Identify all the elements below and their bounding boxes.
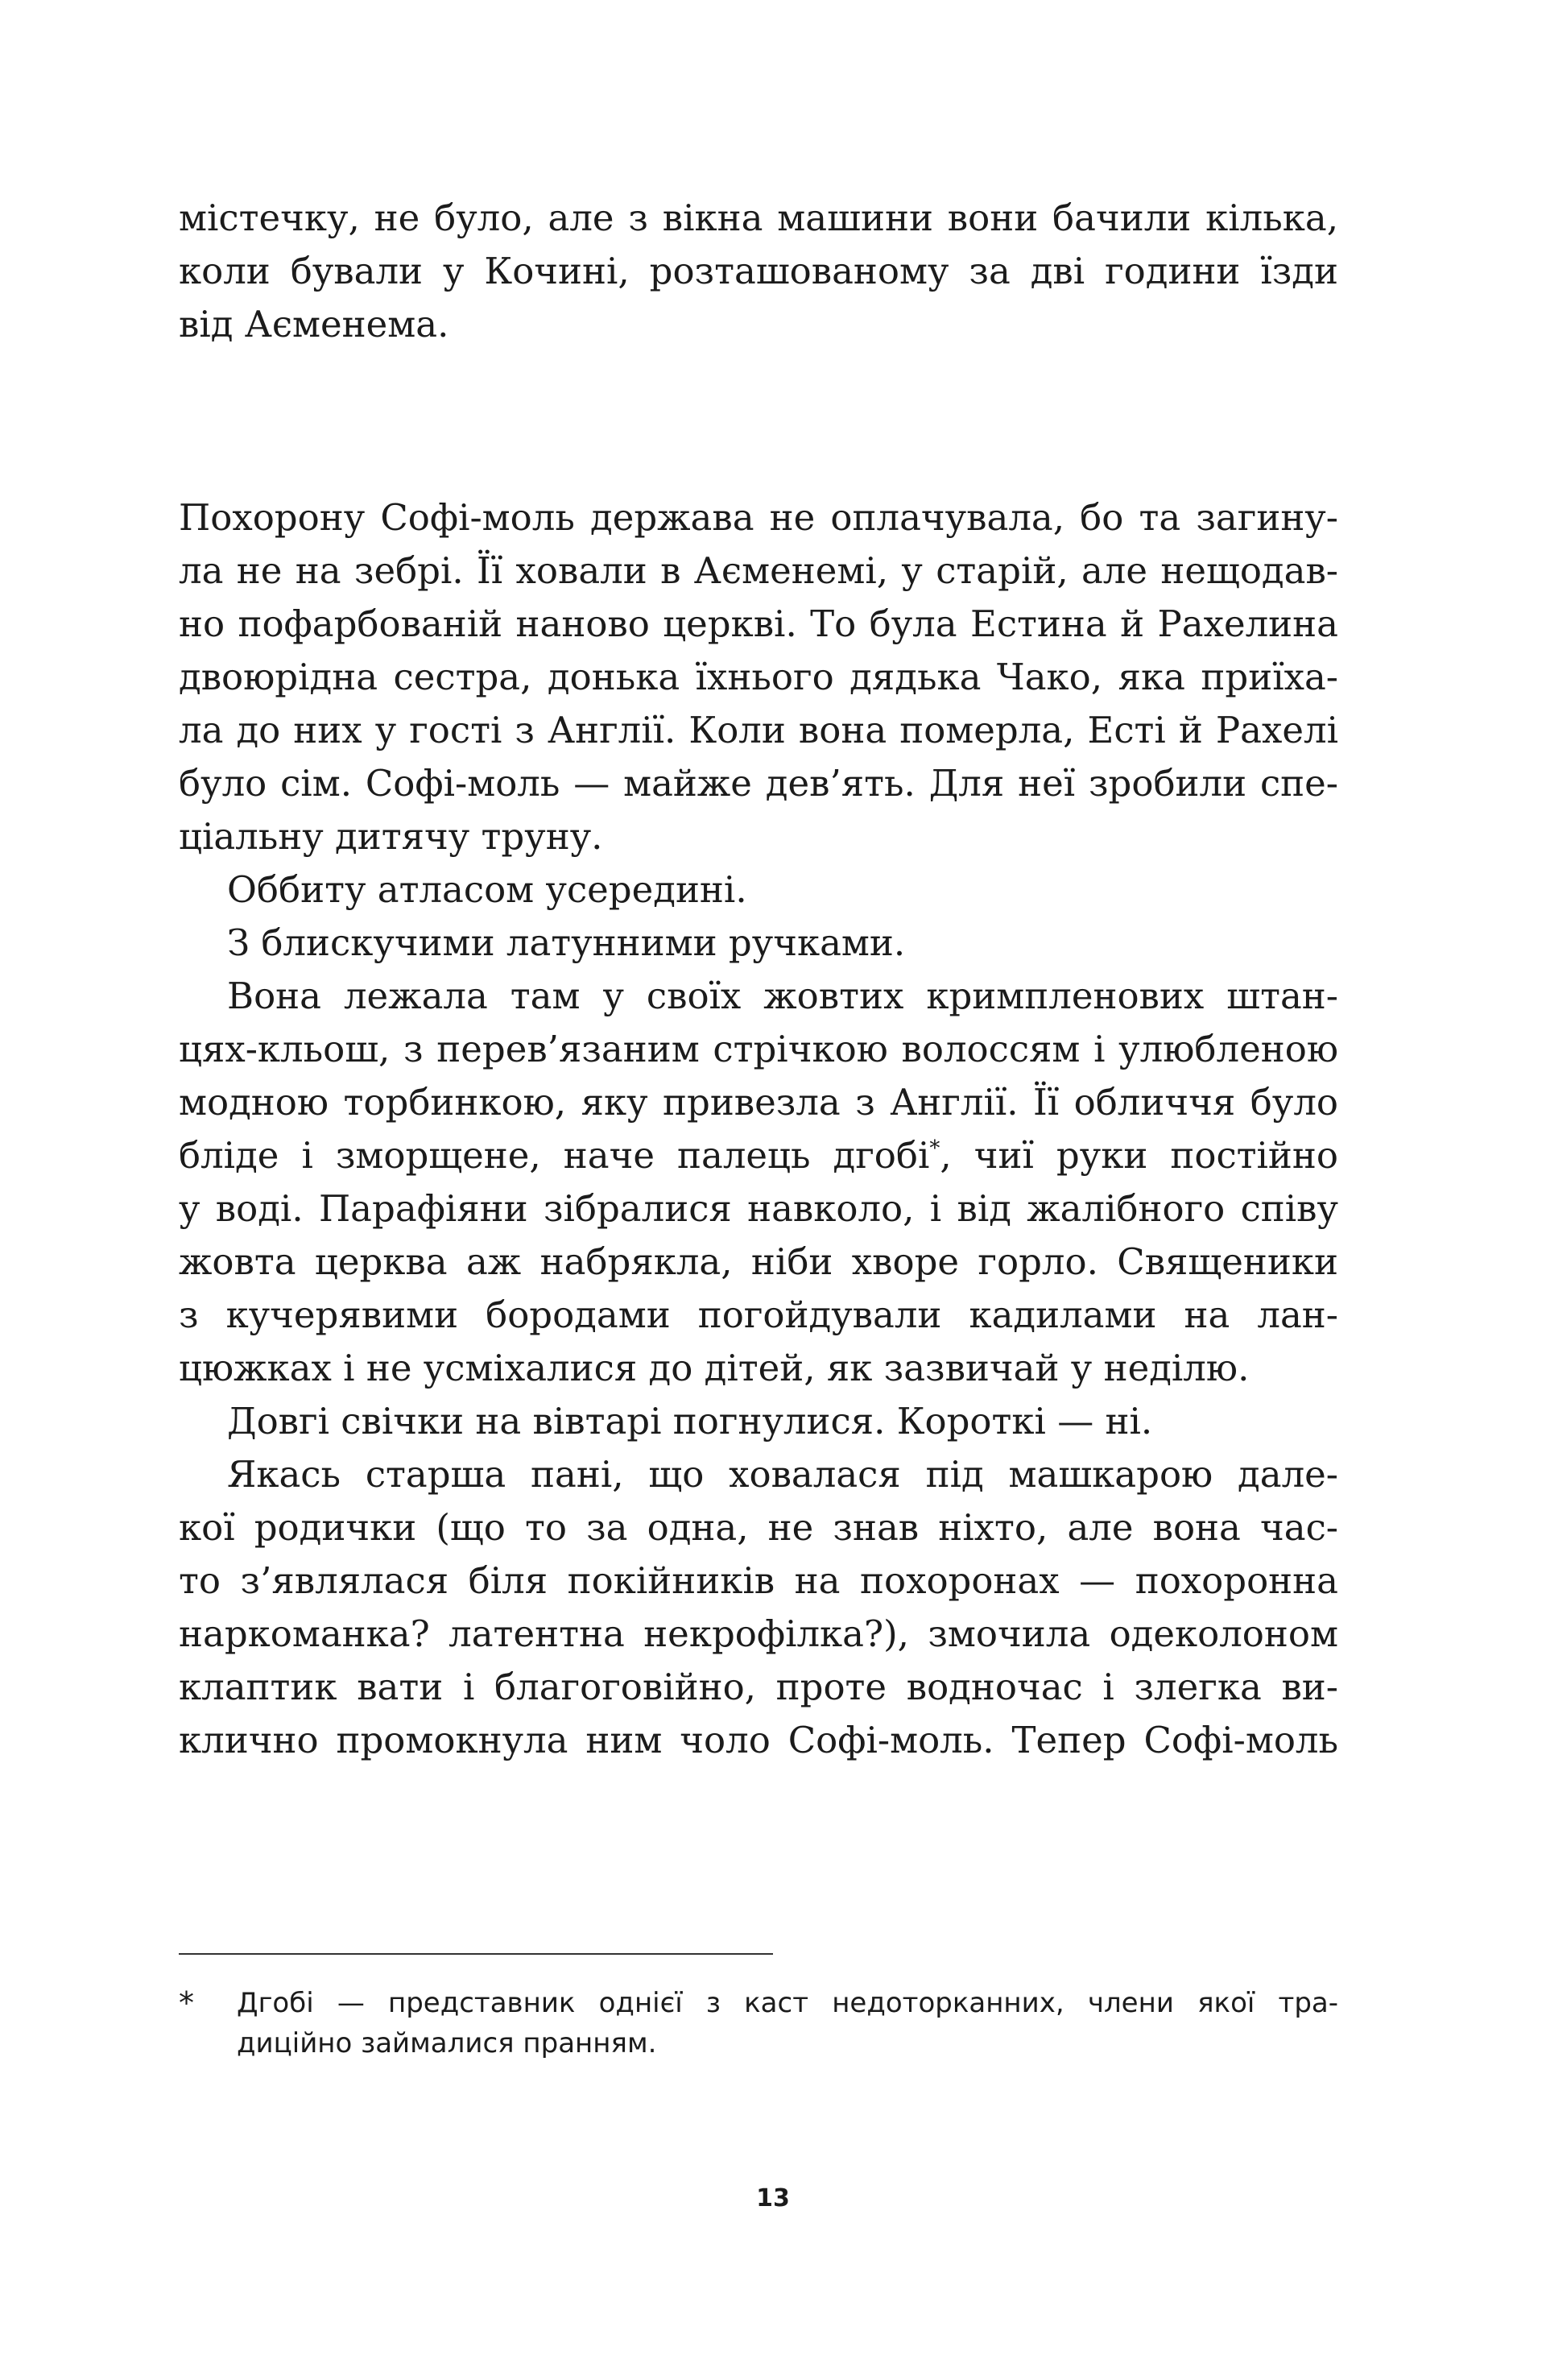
footnote-marker: * (179, 1985, 194, 2021)
text-line: ла не на зебрі. Її ховали в Аєменемі, у старій, але нещодав- (179, 549, 1338, 592)
text-line: цях-кльош, з перев’язаним стрічкою волоссям і улюбленою (179, 1028, 1338, 1070)
text-line: Вона лежала там у своїх жовтих кримпленових штан- (227, 975, 1338, 1017)
main-text (179, 491, 1338, 1767)
text-line: кої родички (що то за одна, не знав ніхто, але вона час- (179, 1506, 1338, 1549)
text-fragment: , чиї руки постійно (940, 1134, 1339, 1177)
text-line: модною торбинкою, яку привезла з Англії. Її обличчя було (179, 1081, 1338, 1124)
text-line: ціальну дитячу труну. (179, 815, 603, 858)
text-line-with-note (179, 1129, 1338, 1182)
text-line: З блискучими латунними ручками. (227, 921, 906, 964)
footnote-reference: * (929, 1136, 940, 1161)
text-line: двоюрідна сестра, донька їхнього дядька Чако, яка приїха- (179, 656, 1338, 698)
text-line: то з’являлася біля покійників на похоронах — похоронна (179, 1559, 1338, 1602)
text-line: Оббиту атласом усередині. (227, 868, 747, 911)
footnote (179, 1983, 1338, 2063)
text-line: Похорону Софі-моль держава не оплачувала, бо та загину- (179, 496, 1338, 539)
text-line: було сім. Софі-моль — майже дев’ять. Для неї зробили спе- (179, 762, 1338, 805)
text-line: жовта церква аж набрякла, ніби хворе горло. Священики (179, 1240, 1338, 1283)
text-line: у воді. Парафіяни зібралися навколо, і від жалібного співу (179, 1187, 1338, 1230)
footnote-text (237, 1983, 1338, 2063)
footnote-line: Дгобі — представник однієї з каст недоторканних, члени якої тра- (237, 1987, 1338, 2019)
opening-paragraph (179, 192, 1338, 351)
footnote-line: диційно займалися пранням. (237, 2027, 657, 2059)
text-line: з кучерявими бородами погойдували кадилами на лан- (179, 1293, 1338, 1336)
text-line: цюжках і не усміхалися до дітей, як зазвичай у неділю. (179, 1347, 1250, 1389)
text-line: клаптик вати і благоговійно, проте водночас і злегка ви- (179, 1666, 1338, 1708)
text-line: но пофарбованій наново церкві. То була Естина й Рахелина (179, 602, 1338, 645)
text-line: містечку, не було, але з вікна машини вони бачили кілька, (179, 197, 1338, 239)
text-line: клично промокнула ним чоло Софі-моль. Тепер Софі-моль (179, 1719, 1338, 1761)
text-line: коли бували у Кочині, розташованому за дві години їзди (179, 250, 1338, 292)
text-line: Якась старша пані, що ховалася під машкарою дале- (227, 1453, 1338, 1496)
page-number: 13 (756, 2184, 790, 2212)
text-line: наркоманка? латентна некрофілка?), змочила одеколоном (179, 1612, 1338, 1655)
text-line: Довгі свічки на вівтарі погнулися. Короткі — ні. (227, 1400, 1153, 1442)
text-line: від Аєменема. (179, 303, 449, 346)
text-line: ла до них у гості з Англії. Коли вона померла, Есті й Рахелі (179, 709, 1338, 751)
text-fragment: бліде і зморщене, наче палець дгобі (179, 1134, 930, 1177)
footnote-divider (179, 1953, 773, 1955)
